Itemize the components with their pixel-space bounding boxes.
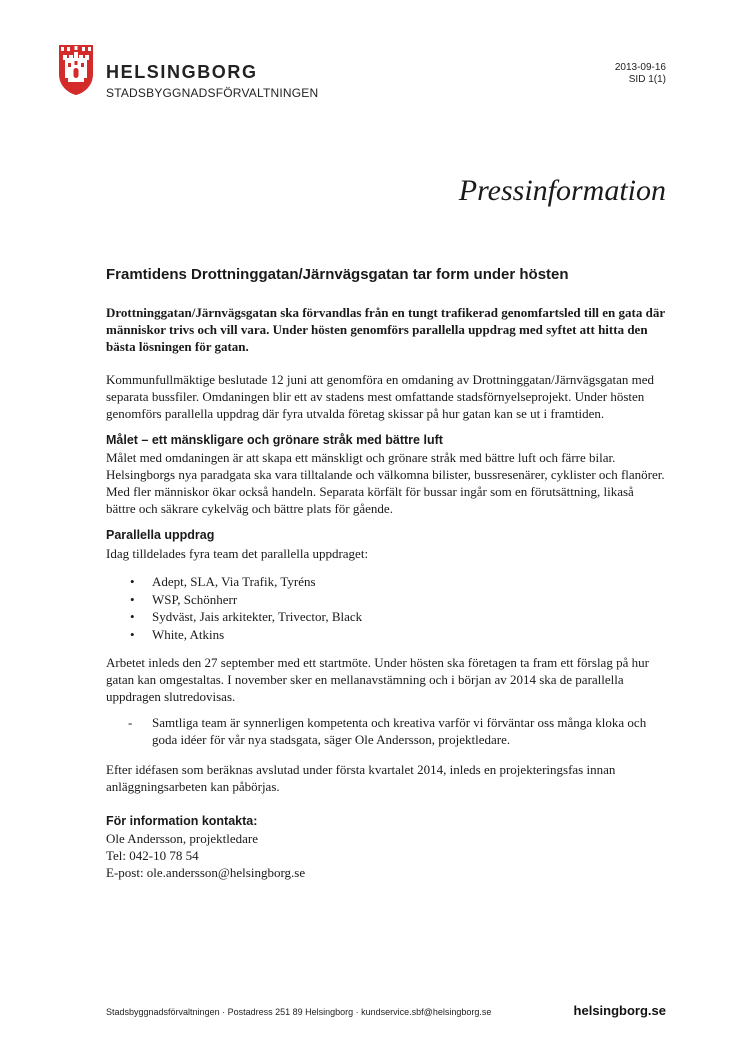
contact-name: Ole Andersson, projektledare xyxy=(106,831,258,846)
body-paragraph-timeline: Arbetet inleds den 27 september med ett startmöte. Under hösten ska företagen ta fram ett förslag på hur gatan kan omgestaltas. I november sker en mellanavstämning och i början av 2014 ska de parallella uppdragen slutredovisas. xyxy=(106,655,649,704)
quote-dash: - xyxy=(128,715,133,730)
press-release-title: Framtidens Drottninggatan/Järnvägsgatan tar form under hösten xyxy=(106,266,569,283)
contact-block xyxy=(106,813,305,881)
body-paragraph-closing: Efter idéfasen som beräknas avslutad under första kvartalet 2014, inleds en projekteringsfas innan anläggningsarbeten kan påbörjas. xyxy=(106,762,616,794)
team-list xyxy=(106,573,646,643)
helsingborg-crest-logo xyxy=(58,44,94,96)
lead-paragraph: Drottninggatan/Järnvägsgatan ska förvandlas från en tungt trafikerad genomfartsled till en gata där människor trivs och vill vara. Under hösten genomförs parallella uppdrag med syftet att hitta den bästa lösningen för gatan. xyxy=(106,305,665,354)
footer-website-link[interactable]: helsingborg.se xyxy=(573,1003,666,1018)
list-item: • Sydväst, Jais arkitekter, Trivector, Black xyxy=(106,608,646,626)
list-item: • Adept, SLA, Via Trafik, Tyréns xyxy=(106,573,646,591)
contact-email[interactable]: E-post: ole.andersson@helsingborg.se xyxy=(106,865,306,880)
section-heading-parallel-assignments: Parallella uppdrag xyxy=(106,528,215,542)
document-meta xyxy=(615,62,666,86)
body-paragraph-goal: Målet med omdaningen är att skapa ett mänskligt och grönare stråk med bättre luft och färre bilar. Helsingborgs nya paradgata ska vara tilltalande och välkomna bilister, bussresenärer, cyklister och flanörer. Med fler människor ökar också handeln. Separata körfält för bussar ingår som en förutsättning, likaså bättre och säkrare cykelväg och bättre plats för gående. xyxy=(106,450,665,516)
page-number: SID 1(1) xyxy=(628,74,666,85)
contact-heading: För information kontakta: xyxy=(106,814,258,828)
list-item: • WSP, Schönherr xyxy=(106,591,646,609)
footer-address: Stadsbyggnadsförvaltningen · Postadress 251 89 Helsingborg · kundservice.sbf@helsingborg.se xyxy=(106,1007,492,1017)
list-item: • White, Atkins xyxy=(106,626,646,644)
contact-phone: Tel: 042-10 78 54 xyxy=(106,848,199,863)
document-date: 2013-09-16 xyxy=(614,62,666,73)
org-name: HELSINGBORG xyxy=(106,62,258,82)
body-paragraph-1: Kommunfullmäktige beslutade 12 juni att genomföra en omdaning av Drottninggatan/Järnvägsgatan med separata bussfiler. Omdaningen blir ett av stadens mest omfattande stadsförnyelseprojekt. Under hösten genomförs parallella uppdrag där fyra utvalda företag skissar på hur gatan kan se ut i framtiden. xyxy=(106,372,655,421)
body-paragraph-teams-intro: Idag tilldelades fyra team det parallella uppdraget: xyxy=(106,546,369,561)
quote-text: Samtliga team är synnerligen kompetenta och kreativa varför vi förväntar oss många kloka och goda idéer för vår nya stadsgata, säger Ole Andersson, projektledare. xyxy=(152,715,647,747)
section-heading-goal: Målet – ett mänskligare och grönare stråk med bättre luft xyxy=(106,433,443,447)
org-department: STADSBYGGNADSFÖRVALTNINGEN xyxy=(106,86,319,100)
document-type-heading: Pressinformation xyxy=(458,174,666,207)
